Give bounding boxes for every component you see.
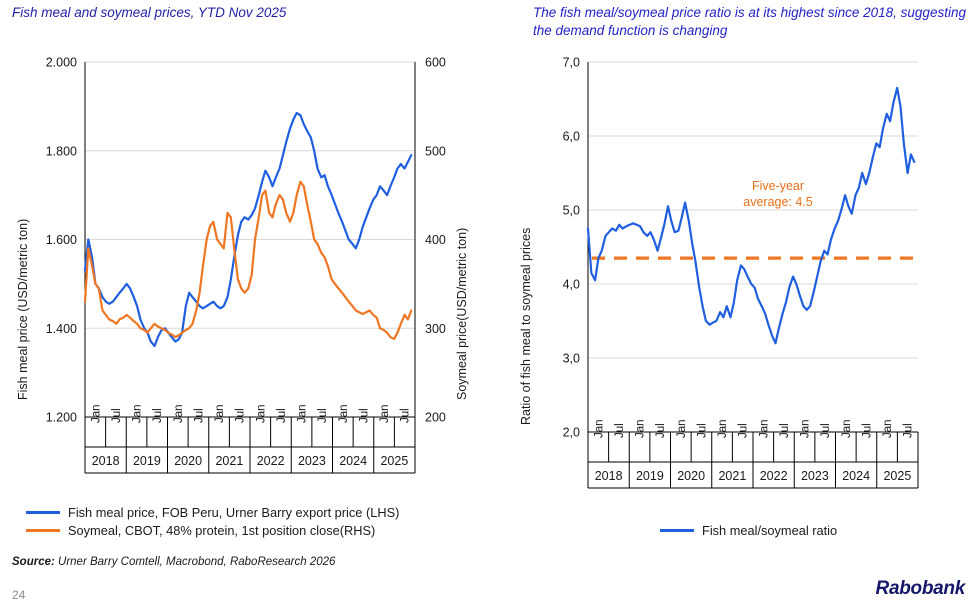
right-chart-panel: [500, 40, 979, 560]
right-y-axis-label: Ratio of fish meal to soymeal prices: [519, 227, 533, 425]
x-month-label: Jan: [214, 404, 227, 423]
legend-swatch-fishmeal: [26, 511, 60, 514]
x-year-label: 2019: [132, 454, 161, 468]
page-number: 24: [12, 588, 26, 602]
y2-tick-label: 600: [425, 55, 446, 70]
x-year-label: 2018: [91, 454, 120, 468]
x-year-label: 2024: [339, 454, 368, 468]
y-tick-label: 6,0: [562, 129, 580, 144]
y-tick-label: 5,0: [562, 203, 580, 218]
x-month-label: Jan: [131, 404, 144, 423]
source-text: Urner Barry Comtell, Macrobond, RaboResearch 2026: [58, 556, 336, 568]
x-month-label: Jul: [655, 423, 668, 438]
series-line: [85, 182, 411, 339]
x-month-label: Jul: [861, 423, 874, 438]
y2-tick-label: 400: [425, 233, 446, 247]
y-tick-label: 7,0: [562, 55, 580, 70]
legend-item: [660, 523, 837, 538]
x-year-label: 2020: [174, 454, 203, 468]
x-year-label: 2022: [759, 469, 788, 483]
left-y2-axis-label: Soymeal price(USD/metric ton): [455, 227, 469, 400]
right-chart-legend: [660, 523, 837, 541]
x-month-label: Jan: [882, 419, 895, 438]
x-month-label: Jul: [275, 408, 288, 423]
right-chart-plot: [500, 40, 979, 560]
x-month-label: Jul: [696, 423, 709, 438]
average-annotation-line1: Five-year: [751, 179, 805, 193]
x-year-label: 2025: [883, 469, 912, 483]
legend-item: [26, 523, 399, 538]
x-month-label: Jan: [172, 404, 185, 423]
left-chart-panel: [0, 40, 500, 540]
x-month-label: Jan: [379, 404, 392, 423]
x-year-label: 2021: [718, 469, 747, 483]
y-tick-label: 2,0: [562, 425, 580, 440]
x-year-label: 2025: [380, 454, 409, 468]
series-line: [85, 113, 411, 346]
legend-label-fishmeal: Fish meal price, FOB Peru, Urner Barry export price (LHS): [68, 505, 400, 520]
left-chart-legend: [26, 505, 399, 541]
legend-label-ratio: Fish meal/soymeal ratio: [702, 523, 838, 538]
x-month-label: Jan: [337, 404, 350, 423]
x-month-label: Jul: [613, 423, 626, 438]
source-line: [12, 556, 335, 568]
x-month-label: Jan: [758, 419, 771, 438]
legend-item: [26, 505, 399, 520]
x-month-label: Jul: [737, 423, 750, 438]
y-tick-label: 1.200: [45, 410, 77, 425]
y-tick-label: 2.000: [45, 55, 77, 70]
y2-tick-label: 500: [425, 144, 446, 159]
x-month-label: Jan: [255, 404, 268, 423]
x-year-label: 2018: [594, 469, 623, 483]
y-tick-label: 1.600: [45, 233, 77, 247]
legend-label-soymeal: Soymeal, CBOT, 48% protein, 1st position close(RHS): [68, 523, 376, 538]
x-month-label: Jul: [152, 408, 165, 423]
y-tick-label: 3,0: [562, 351, 580, 366]
x-year-label: 2019: [635, 469, 664, 483]
x-month-label: Jan: [593, 419, 606, 438]
x-month-label: Jul: [778, 423, 791, 438]
x-month-label: Jan: [296, 404, 309, 423]
x-month-label: Jan: [717, 419, 730, 438]
x-year-label: 2021: [215, 454, 244, 468]
x-year-label: 2023: [800, 469, 829, 483]
x-month-label: Jul: [902, 423, 915, 438]
x-year-label: 2020: [677, 469, 706, 483]
x-month-label: Jul: [110, 408, 123, 423]
y2-tick-label: 300: [425, 321, 446, 336]
x-year-label: 2024: [842, 469, 871, 483]
legend-swatch-soymeal: [26, 529, 60, 532]
y2-tick-label: 200: [425, 410, 446, 425]
y-tick-label: 1.400: [45, 321, 77, 336]
y-tick-label: 1.800: [45, 144, 77, 159]
rabobank-logo: Rabobank: [875, 578, 965, 599]
left-y-axis-label: Fish meal price (USD/metric ton): [16, 218, 30, 400]
x-month-label: Jan: [634, 419, 647, 438]
x-month-label: Jul: [358, 408, 371, 423]
x-month-label: Jul: [399, 408, 412, 423]
x-month-label: Jan: [840, 419, 853, 438]
average-annotation-line2: average: 4.5: [743, 195, 813, 209]
x-month-label: Jan: [675, 419, 688, 438]
x-month-label: Jan: [799, 419, 812, 438]
left-chart-title: Fish meal and soymeal prices, YTD Nov 2025: [12, 5, 287, 20]
right-chart-title: The fish meal/soymeal price ratio is at its highest since 2018, suggesting the demand function is changing: [533, 5, 966, 39]
series-line: [588, 88, 914, 343]
x-month-label: Jan: [90, 404, 103, 423]
x-year-label: 2022: [256, 454, 285, 468]
x-year-label: 2023: [297, 454, 326, 468]
left-chart-plot: [0, 40, 500, 540]
x-month-label: Jul: [193, 408, 206, 423]
source-label: Source:: [12, 556, 55, 568]
y-tick-label: 4,0: [562, 277, 580, 292]
x-month-label: Jul: [234, 408, 247, 423]
x-month-label: Jul: [317, 408, 330, 423]
legend-swatch-ratio: [660, 529, 694, 532]
x-month-label: Jul: [820, 423, 833, 438]
